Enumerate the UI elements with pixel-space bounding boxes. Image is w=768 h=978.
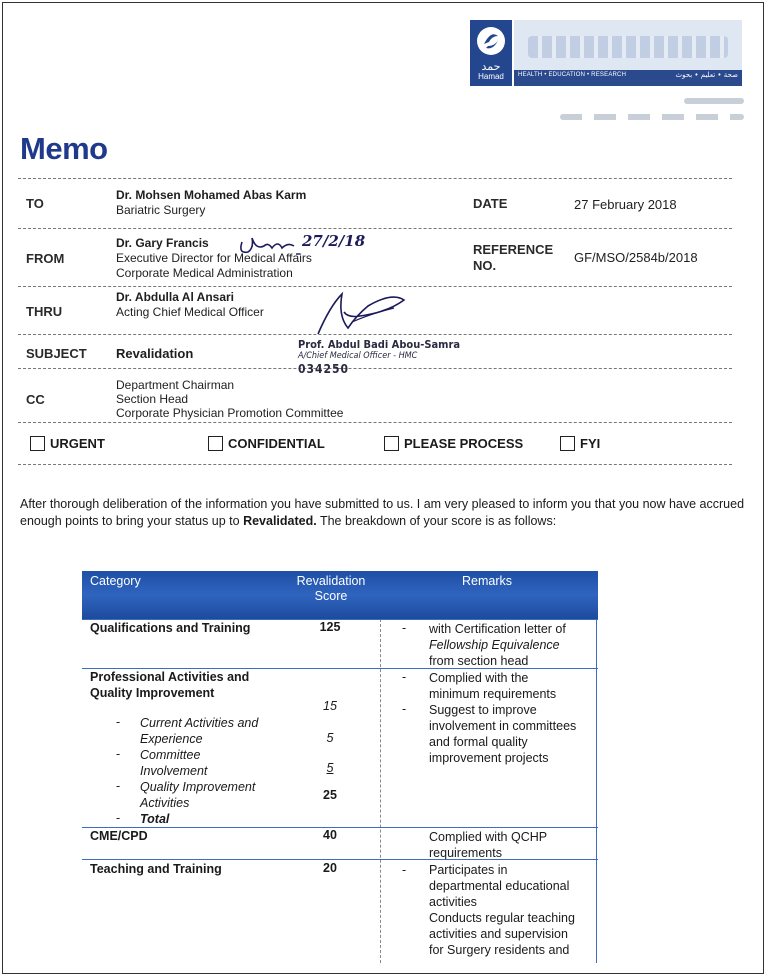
remark-line: involvement in committees (429, 719, 577, 733)
memo-header-table (18, 178, 732, 466)
from-title: Executive Director for Medical Affairs (116, 251, 312, 265)
divider (18, 422, 732, 423)
checkbox-icon[interactable] (560, 436, 575, 451)
to-label: TO (26, 196, 44, 211)
remark-professional-1 (429, 670, 556, 702)
date-label: DATE (473, 196, 508, 211)
stamp-name: Prof. Abdul Badi Abou-Samra (298, 338, 461, 351)
category-cme: CME/CPD (90, 829, 148, 843)
logo-tagline: HEALTH • EDUCATION • RESEARCH (518, 72, 627, 78)
reference-value: GF/MSO/2584b/2018 (574, 250, 698, 265)
stamp-number: 034250 (298, 362, 350, 376)
logo-emblem (470, 20, 512, 86)
score-quality-improvement: 25 (323, 788, 337, 802)
bullet-dash: - (116, 779, 121, 793)
sub-line: Involvement (140, 764, 208, 778)
checkbox-please-process[interactable] (384, 436, 523, 451)
remark-line: for Surgery residents and (429, 943, 570, 957)
cc-item: Section Head (116, 392, 189, 406)
hamad-logo (470, 20, 742, 86)
remark-qualifications (429, 621, 566, 669)
column-divider (596, 619, 597, 963)
remark-line: departmental educational (429, 879, 570, 893)
remark-line: Participates in (429, 863, 508, 877)
sub-line: Committee (140, 748, 201, 762)
category-professional (90, 669, 249, 701)
memo-body-paragraph (20, 496, 752, 530)
paragraph-text-end: The breakdown of your score is as follows: (316, 514, 557, 528)
logo-mark-icon (476, 26, 506, 56)
cc-item: Department Chairman (116, 378, 235, 392)
checkbox-icon[interactable] (30, 436, 45, 451)
remark-line: requirements (429, 846, 502, 860)
reference-label-2: NO. (473, 258, 497, 273)
subject-label: SUBJECT (26, 346, 87, 361)
logo-banner (514, 20, 742, 86)
sub-line: Activities (140, 796, 190, 810)
checkbox-label: CONFIDENTIAL (228, 436, 325, 451)
cc-label: CC (26, 392, 45, 407)
bullet-dash: - (116, 715, 121, 729)
thru-title: Acting Chief Medical Officer (116, 305, 264, 319)
remark-line: Complied with QCHP (429, 830, 548, 844)
score-teaching: 20 (323, 861, 337, 875)
checkbox-fyi[interactable] (560, 436, 600, 451)
remark-line: Suggest to improve (429, 703, 537, 717)
remark-line: Fellowship Equivalence (429, 638, 560, 652)
sub-line: Current Activities and (140, 716, 259, 730)
reference-label (473, 242, 553, 274)
remark-professional-2 (429, 702, 576, 766)
from-dept: Corporate Medical Administration (116, 266, 293, 280)
stamp-title: A/Chief Medical Officer - HMC (298, 351, 418, 361)
thru-label: THRU (26, 304, 63, 319)
paragraph-bold: Revalidated. (243, 514, 317, 528)
header-score-2: Score (314, 589, 348, 603)
paragraph-text: After thorough deliberation of the information you have submitted to us. I am very pleased to inform you that you now have accrued enough points to bring your status up to (20, 497, 745, 528)
remark-line: Complied with the (429, 671, 529, 685)
header-remarks: Remarks (461, 574, 512, 588)
score-qualifications: 125 (319, 620, 341, 634)
date-value: 27 February 2018 (574, 197, 677, 212)
reference-label-1: REFERENCE (473, 242, 554, 257)
remark-line: minimum requirements (429, 687, 557, 701)
checkbox-label: URGENT (50, 436, 105, 451)
category-line: Quality Improvement (90, 686, 215, 700)
checkbox-label: FYI (580, 436, 601, 451)
divider (18, 464, 732, 465)
remark-line: improvement projects (429, 751, 549, 765)
from-name: Dr. Gary Francis (116, 236, 209, 250)
to-dept: Bariatric Surgery (116, 203, 206, 217)
header-score (286, 574, 376, 604)
sub-line: Quality Improvement (140, 780, 256, 794)
row-divider (82, 859, 598, 860)
logo-banner-arabic-text (528, 36, 728, 58)
score-professional-total: 15 (323, 699, 337, 713)
logo-tagline-arabic: صحة • تعليم • بحوث (675, 71, 738, 79)
faint-arabic-header (560, 98, 744, 126)
divider (18, 178, 732, 179)
checkbox-icon[interactable] (384, 436, 399, 451)
cc-item: Corporate Physician Promotion Committee (116, 406, 344, 420)
bullet-dash: - (116, 811, 121, 825)
score-committee: 5 (326, 761, 334, 775)
score-table (82, 571, 598, 963)
bullet-dash: - (402, 670, 407, 684)
score-table-header (82, 571, 598, 619)
signature-date: 27/2/18 (302, 232, 366, 250)
thru-signature (308, 286, 418, 343)
header-score-1: Revalidation (296, 574, 366, 588)
score-current-activities: 5 (326, 731, 334, 745)
checkbox-label: PLEASE PROCESS (404, 436, 524, 451)
thru-name: Dr. Abdulla Al Ansari (116, 290, 235, 304)
from-signature (236, 228, 386, 265)
header-category: Category (90, 574, 141, 588)
sub-quality-improvement (140, 779, 255, 811)
approval-stamp (298, 338, 460, 376)
checkbox-confidential[interactable] (208, 436, 325, 451)
from-label: FROM (26, 251, 65, 266)
memo-title: Memo (20, 131, 108, 166)
remark-line: and formal quality (429, 735, 528, 749)
sub-line: Experience (140, 732, 203, 746)
remark-line: activities and supervision (429, 927, 568, 941)
remark-line: Conducts regular teaching (429, 911, 575, 925)
category-line: Professional Activities and (90, 670, 250, 684)
bullet-dash: - (402, 621, 407, 635)
checkbox-icon[interactable] (208, 436, 223, 451)
bullet-dash: - (402, 702, 407, 716)
column-divider (380, 619, 381, 963)
logo-name: Hamad (478, 72, 504, 81)
to-name: Dr. Mohsen Mohamed Abas Karm (116, 188, 307, 202)
remark-line: from section head (429, 654, 529, 668)
sub-total: Total (140, 812, 170, 826)
to-value (116, 188, 306, 218)
subject-value: Revalidation (116, 346, 194, 361)
remark-line: with Certification letter of (429, 622, 566, 636)
remark-teaching (429, 862, 575, 958)
thru-value (116, 290, 264, 320)
logo-arabic-name: حمد (481, 60, 501, 73)
bullet-dash: - (402, 863, 407, 877)
sub-current-activities (140, 715, 258, 747)
category-teaching: Teaching and Training (90, 862, 222, 876)
bullet-dash: - (116, 747, 121, 761)
cc-value (116, 378, 343, 420)
score-cme: 40 (323, 828, 337, 842)
remark-line: activities (429, 895, 477, 909)
category-qualifications: Qualifications and Training (90, 621, 251, 635)
remark-cme (429, 829, 547, 861)
checkbox-urgent[interactable] (30, 436, 105, 451)
sub-committee (140, 747, 207, 779)
